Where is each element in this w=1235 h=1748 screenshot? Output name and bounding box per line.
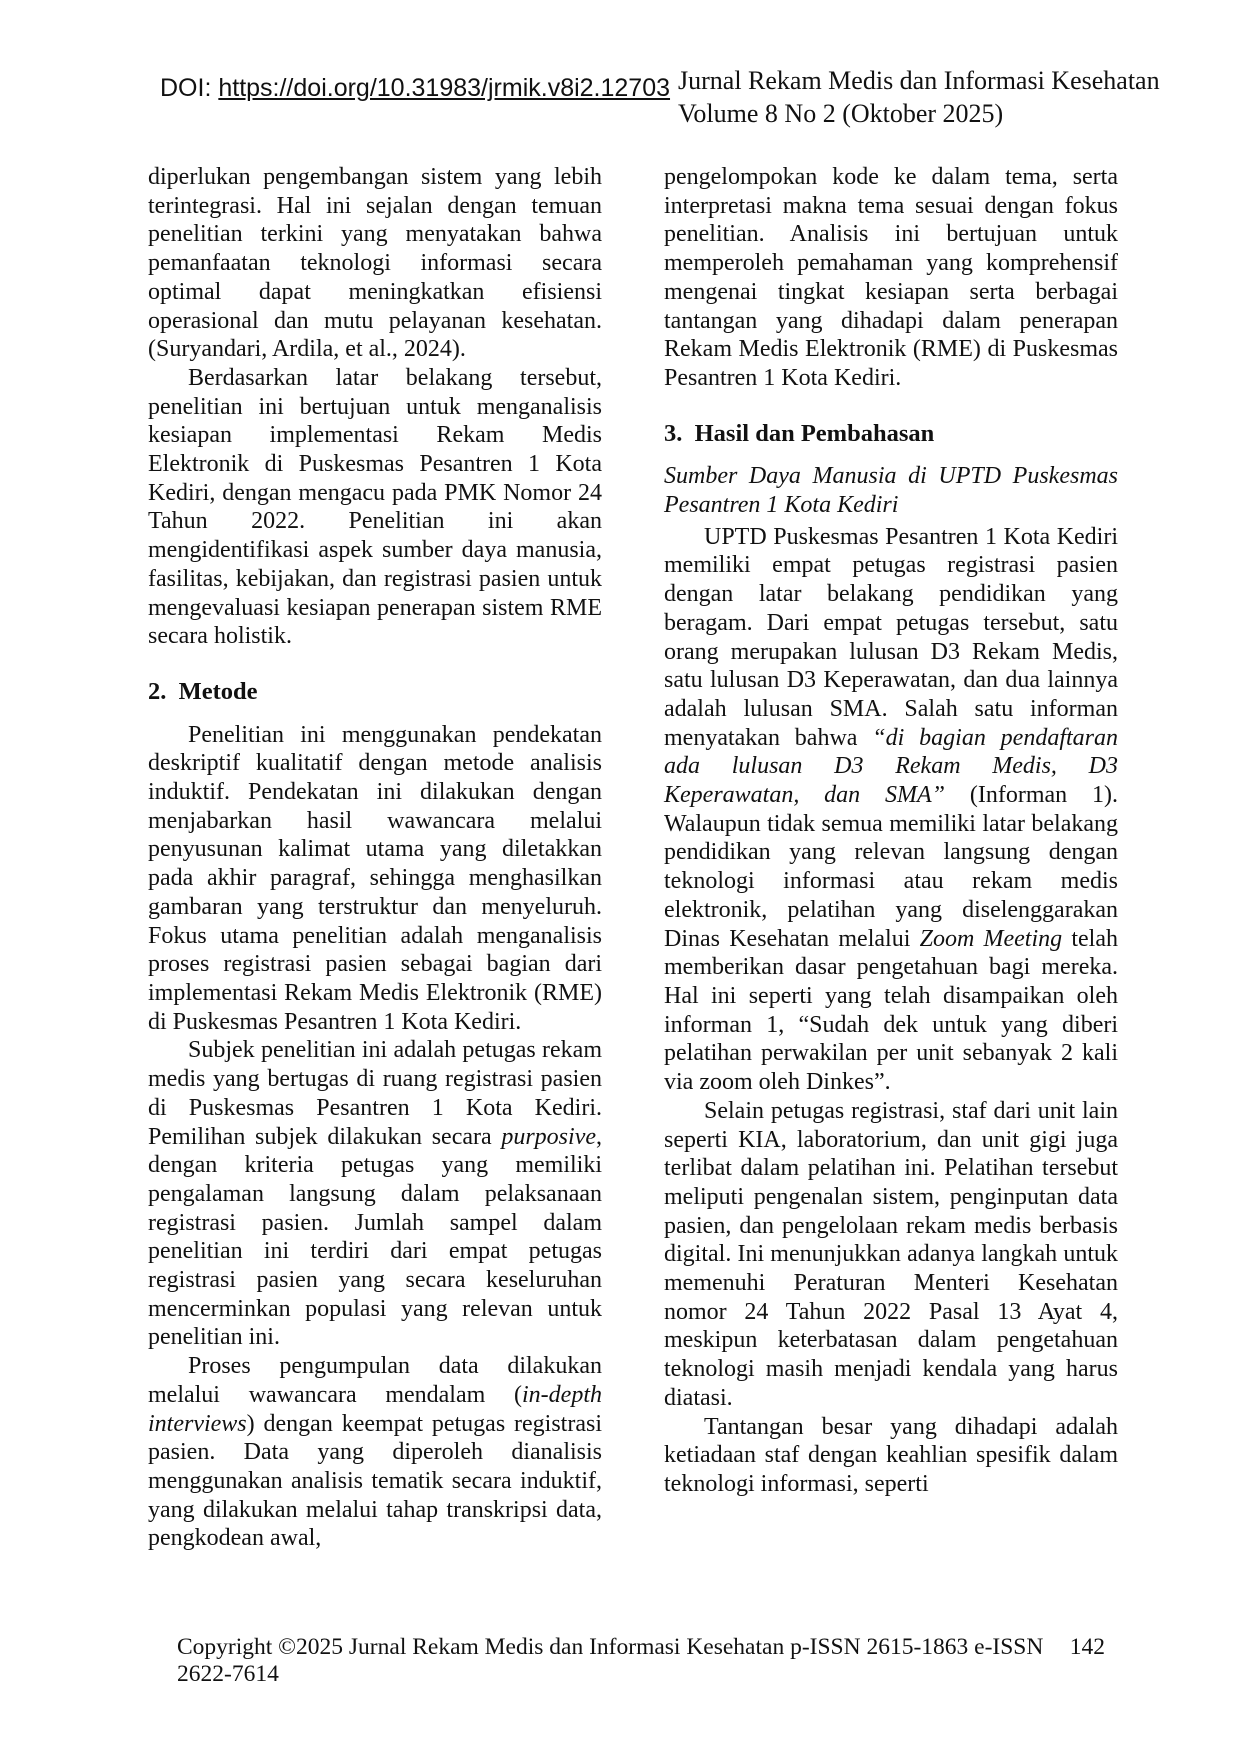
text-run: 2. Metode bbox=[148, 677, 258, 705]
section-heading bbox=[148, 678, 602, 707]
footer-copyright: Copyright ©2025 Jurnal Rekam Medis dan Informasi Kesehatan p-ISSN 2615-1863 e-ISSN 2622-7614 bbox=[177, 1634, 1044, 1687]
paragraph bbox=[148, 721, 602, 1037]
page-footer bbox=[177, 1634, 1105, 1688]
italic-text: Zoom Meeting bbox=[919, 925, 1063, 952]
text-run: telah memberikan dasar pengetahuan bagi mereka. Hal ini seperti yang telah disampaikan oleh informan 1, “Sudah dek untuk yang diberi pelatihan perwakilan per unit sebanyak 2 kali via zoom oleh Dinkes”. bbox=[664, 925, 1119, 1096]
text-run: Subjek penelitian ini adalah petugas rekam medis yang bertugas di ruang registrasi pasien di Puskesmas Pesantren 1 Kota Kediri. Pemilihan subjek dilakukan secara bbox=[148, 1037, 602, 1150]
text-run: (Informan 1). Walaupun tidak semua memiliki latar belakang pendidikan yang relevan langsung dengan teknologi informasi atau rekam medis elektronik, pelatihan yang diselenggarakan Dinas Kesehatan melalui bbox=[664, 782, 1119, 952]
text-run: diperlukan pengembangan sistem yang lebih terintegrasi. Hal ini sejalan dengan temuan penelitian terkini yang menyatakan bahwa pemanfaatan teknologi informasi secara optimal dapat meningkatkan efisiensi operasional dan mutu pelayanan kesehatan. (Suryandari, Ardila, et al., 2024). bbox=[148, 164, 602, 363]
text-run: UPTD Puskesmas Pesantren 1 Kota Kediri memiliki empat petugas registrasi pasien dengan latar belakang pendidikan yang beragam. Dari empat petugas tersebut, satu orang merupakan lulusan D3 Rekam Medis, satu lulusan D3 Keperawatan, dan dua lainnya adalah lulusan SMA. Salah satu informan menyatakan bahwa bbox=[664, 523, 1118, 751]
italic-text: “di bagian pendaftaran ada lulusan D3 Rekam Medis, D3 Keperawatan, dan SMA” bbox=[664, 724, 1118, 809]
italic-text: purposive bbox=[501, 1123, 596, 1150]
doi-link[interactable]: https://doi.org/10.31983/jrmik.v8i2.12703 bbox=[218, 74, 671, 102]
text-run: ) dengan keempat petugas registrasi pasien. Data yang diperoleh dianalisis menggunakan analisis tematik secara induktif, yang dilakukan melalui tahap transkripsi data, pengkodean awal, bbox=[148, 1410, 602, 1552]
left-column bbox=[148, 163, 602, 1553]
text-run: Berdasarkan latar belakang tersebut, penelitian ini bertujuan untuk menganalisis kesiapan implementasi Rekam Medis Elektronik di Puskesmas Pesantren 1 Kota Kediri, dengan mengacu pada PMK Nomor 24 Tahun 2022. Penelitian ini akan mengidentifikasi aspek sumber daya manusia, fasilitas, kebijakan, dan registrasi pasien untuk mengevaluasi kesiapan penerapan sistem RME secara holistik. bbox=[148, 364, 602, 650]
text-run: , dengan kriteria petugas yang memiliki pengalaman langsung dalam pelaksanaan registrasi pasien. Jumlah sampel dalam penelitian ini terdiri dari empat petugas registrasi pasien yang secara keseluruhan mencerminkan populasi yang relevan untuk penelitian ini. bbox=[148, 1123, 602, 1351]
paragraph bbox=[148, 163, 602, 364]
paragraph bbox=[664, 523, 1118, 1097]
paragraph bbox=[664, 1413, 1118, 1499]
journal-header bbox=[678, 64, 1160, 130]
right-column bbox=[664, 163, 1118, 1553]
text-run: Penelitian ini menggunakan pendekatan deskriptif kualitatif dengan metode analisis induktif. Pendekatan ini dilakukan dengan menjabarkan hasil wawancara melalui penyusunan kalimat utama yang diletakkan pada akhir paragraf, sehingga menghasilkan gambaran yang terstruktur dan menyeluruh. Fokus utama penelitian adalah menganalisis proses registrasi pasien sebagai bagian dari implementasi Rekam Medis Elektronik (RME) di Puskesmas Pesantren 1 Kota Kediri. bbox=[148, 721, 602, 1035]
doi-line bbox=[160, 74, 670, 103]
doi-label: DOI: bbox=[160, 74, 219, 102]
text-run: pengelompokan kode ke dalam tema, serta interpretasi makna tema sesuai dengan fokus penelitian. Analisis ini bertujuan untuk memperoleh pemahaman yang komprehensif mengenai tingkat kesiapan serta berbagai tantangan yang dihadapi dalam penerapan Rekam Medis Elektronik (RME) di Puskesmas Pesantren 1 Kota Kediri. bbox=[664, 164, 1118, 391]
paragraph bbox=[148, 1352, 602, 1553]
text-run: Tantangan besar yang dihadapi adalah ketiadaan staf dengan keahlian spesifik dalam teknologi informasi, seperti bbox=[664, 1413, 1118, 1497]
paragraph bbox=[664, 163, 1118, 393]
text-run: Selain petugas registrasi, staf dari unit lain seperti KIA, laboratorium, dan unit gigi juga terlibat dalam pelatihan ini. Pelatihan tersebut meliputi pengenalan sistem, penginputan data pasien, dan pengelolaan rekam medis berbasis digital. Ini menunjukkan adanya langkah untuk memenuhi Peraturan Menteri Kesehatan nomor 24 Tahun 2022 Pasal 13 Ayat 4, meskipun keterbatasan dalam pengetahuan teknologi masih menjadi kendala yang harus diatasi. bbox=[664, 1097, 1118, 1411]
paragraph bbox=[148, 364, 602, 651]
paragraph bbox=[148, 1036, 602, 1352]
text-run: Proses pengumpulan data dilakukan melalui wawancara mendalam ( bbox=[148, 1353, 602, 1408]
section-subheading bbox=[664, 462, 1118, 519]
article-body bbox=[148, 163, 1118, 1553]
section-heading bbox=[664, 420, 1118, 449]
italic-text: Sumber Daya Manusia di UPTD Puskesmas Pesantren 1 Kota Kediri bbox=[664, 463, 1118, 519]
text-run: 3. Hasil dan Pembahasan bbox=[664, 419, 935, 447]
journal-volume: Volume 8 No 2 (Oktober 2025) bbox=[678, 99, 1004, 128]
journal-title: Jurnal Rekam Medis dan Informasi Kesehatan bbox=[678, 66, 1160, 95]
italic-text: in-depth interviews bbox=[148, 1381, 602, 1437]
paragraph bbox=[664, 1097, 1118, 1413]
page-number: 142 bbox=[1069, 1634, 1105, 1660]
